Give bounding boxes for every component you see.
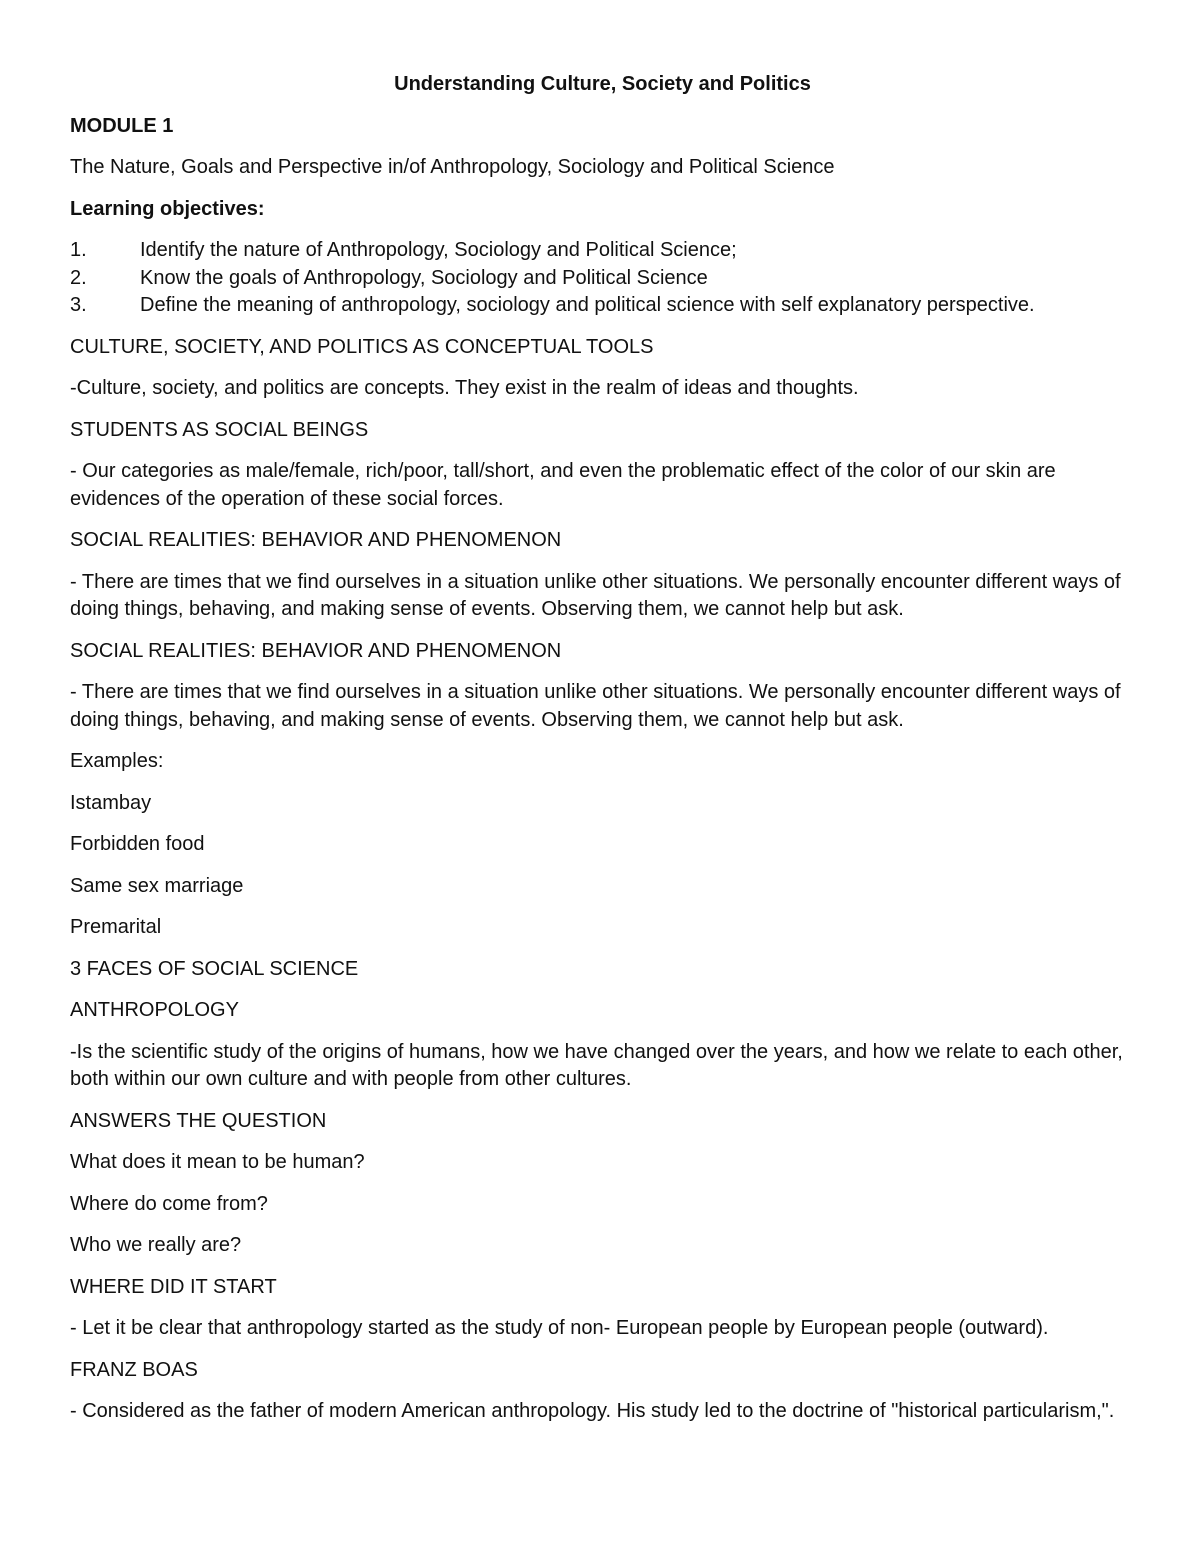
section-heading-faces: 3 FACES OF SOCIAL SCIENCE: [70, 957, 359, 980]
objective-item: [70, 265, 1135, 293]
section-heading-social-beings: STUDENTS AS SOCIAL BEINGS: [70, 418, 369, 441]
module-heading: MODULE 1: [70, 115, 174, 137]
examples-label: Examples:: [70, 750, 164, 772]
objective-text: Know the goals of Anthropology, Sociology and Political Science: [140, 266, 708, 289]
document-title: Understanding Culture, Society and Politics: [394, 73, 811, 95]
body-paragraph: - Considered as the father of modern American anthropology. His study led to the doctrine of "historical particularism,".: [70, 1400, 1115, 1422]
example-item: Istambay: [70, 791, 152, 814]
document-page: [70, 70, 1135, 1440]
objective-item: [70, 292, 1135, 320]
section-heading-anthropology: ANTHROPOLOGY: [70, 999, 239, 1021]
objectives-list: [70, 237, 1135, 320]
section-heading-start: WHERE DID IT START: [70, 1275, 277, 1298]
objective-text: Identify the nature of Anthropology, Sociology and Political Science;: [140, 239, 737, 261]
section-heading-answers: ANSWERS THE QUESTION: [70, 1109, 327, 1132]
section-heading-social-realities: SOCIAL REALITIES: BEHAVIOR AND PHENOMENON: [70, 529, 562, 551]
module-subtitle: The Nature, Goals and Perspective in/of Anthropology, Sociology and Political Science: [70, 156, 835, 178]
objective-number: 2.: [70, 266, 87, 289]
body-paragraph: - There are times that we find ourselves in a situation unlike other situations. We personally encounter different ways of doing things, behaving, and making sense of events. Observing them, we cannot help but ask.: [70, 570, 1121, 620]
objective-number: 3.: [70, 294, 87, 316]
objectives-heading: Learning objectives:: [70, 197, 265, 220]
body-paragraph: - Let it be clear that anthropology started as the study of non- European people by European people (outward).: [70, 1317, 1049, 1339]
section-heading-conceptual-tools: CULTURE, SOCIETY, AND POLITICS AS CONCEPTUAL TOOLS: [70, 335, 654, 358]
example-item: Premarital: [70, 916, 162, 938]
body-paragraph: - Our categories as male/female, rich/poor, tall/short, and even the problematic effect of the color of our skin are evidences of the operation of these social forces.: [70, 460, 1056, 510]
example-item: Forbidden food: [70, 833, 205, 855]
body-paragraph: -Is the scientific study of the origins of humans, how we have changed over the years, and how we relate to each other, both within our own culture and with people from other cultures.: [70, 1040, 1123, 1090]
question-item: Where do come from?: [70, 1192, 268, 1215]
section-heading-social-realities: SOCIAL REALITIES: BEHAVIOR AND PHENOMENON: [70, 639, 562, 662]
example-item: Same sex marriage: [70, 874, 244, 897]
body-paragraph: - There are times that we find ourselves in a situation unlike other situations. We personally encounter different ways of doing things, behaving, and making sense of events. Observing them, we cannot help but ask.: [70, 681, 1121, 731]
section-heading-franz-boas: FRANZ BOAS: [70, 1358, 198, 1381]
objective-number: 1.: [70, 239, 87, 261]
objective-item: [70, 237, 1135, 265]
question-item: Who we really are?: [70, 1234, 242, 1256]
body-paragraph: -Culture, society, and politics are concepts. They exist in the realm of ideas and thoughts.: [70, 377, 859, 399]
objective-text: Define the meaning of anthropology, sociology and political science with self explanatory perspective.: [140, 294, 1035, 316]
question-item: What does it mean to be human?: [70, 1151, 365, 1173]
